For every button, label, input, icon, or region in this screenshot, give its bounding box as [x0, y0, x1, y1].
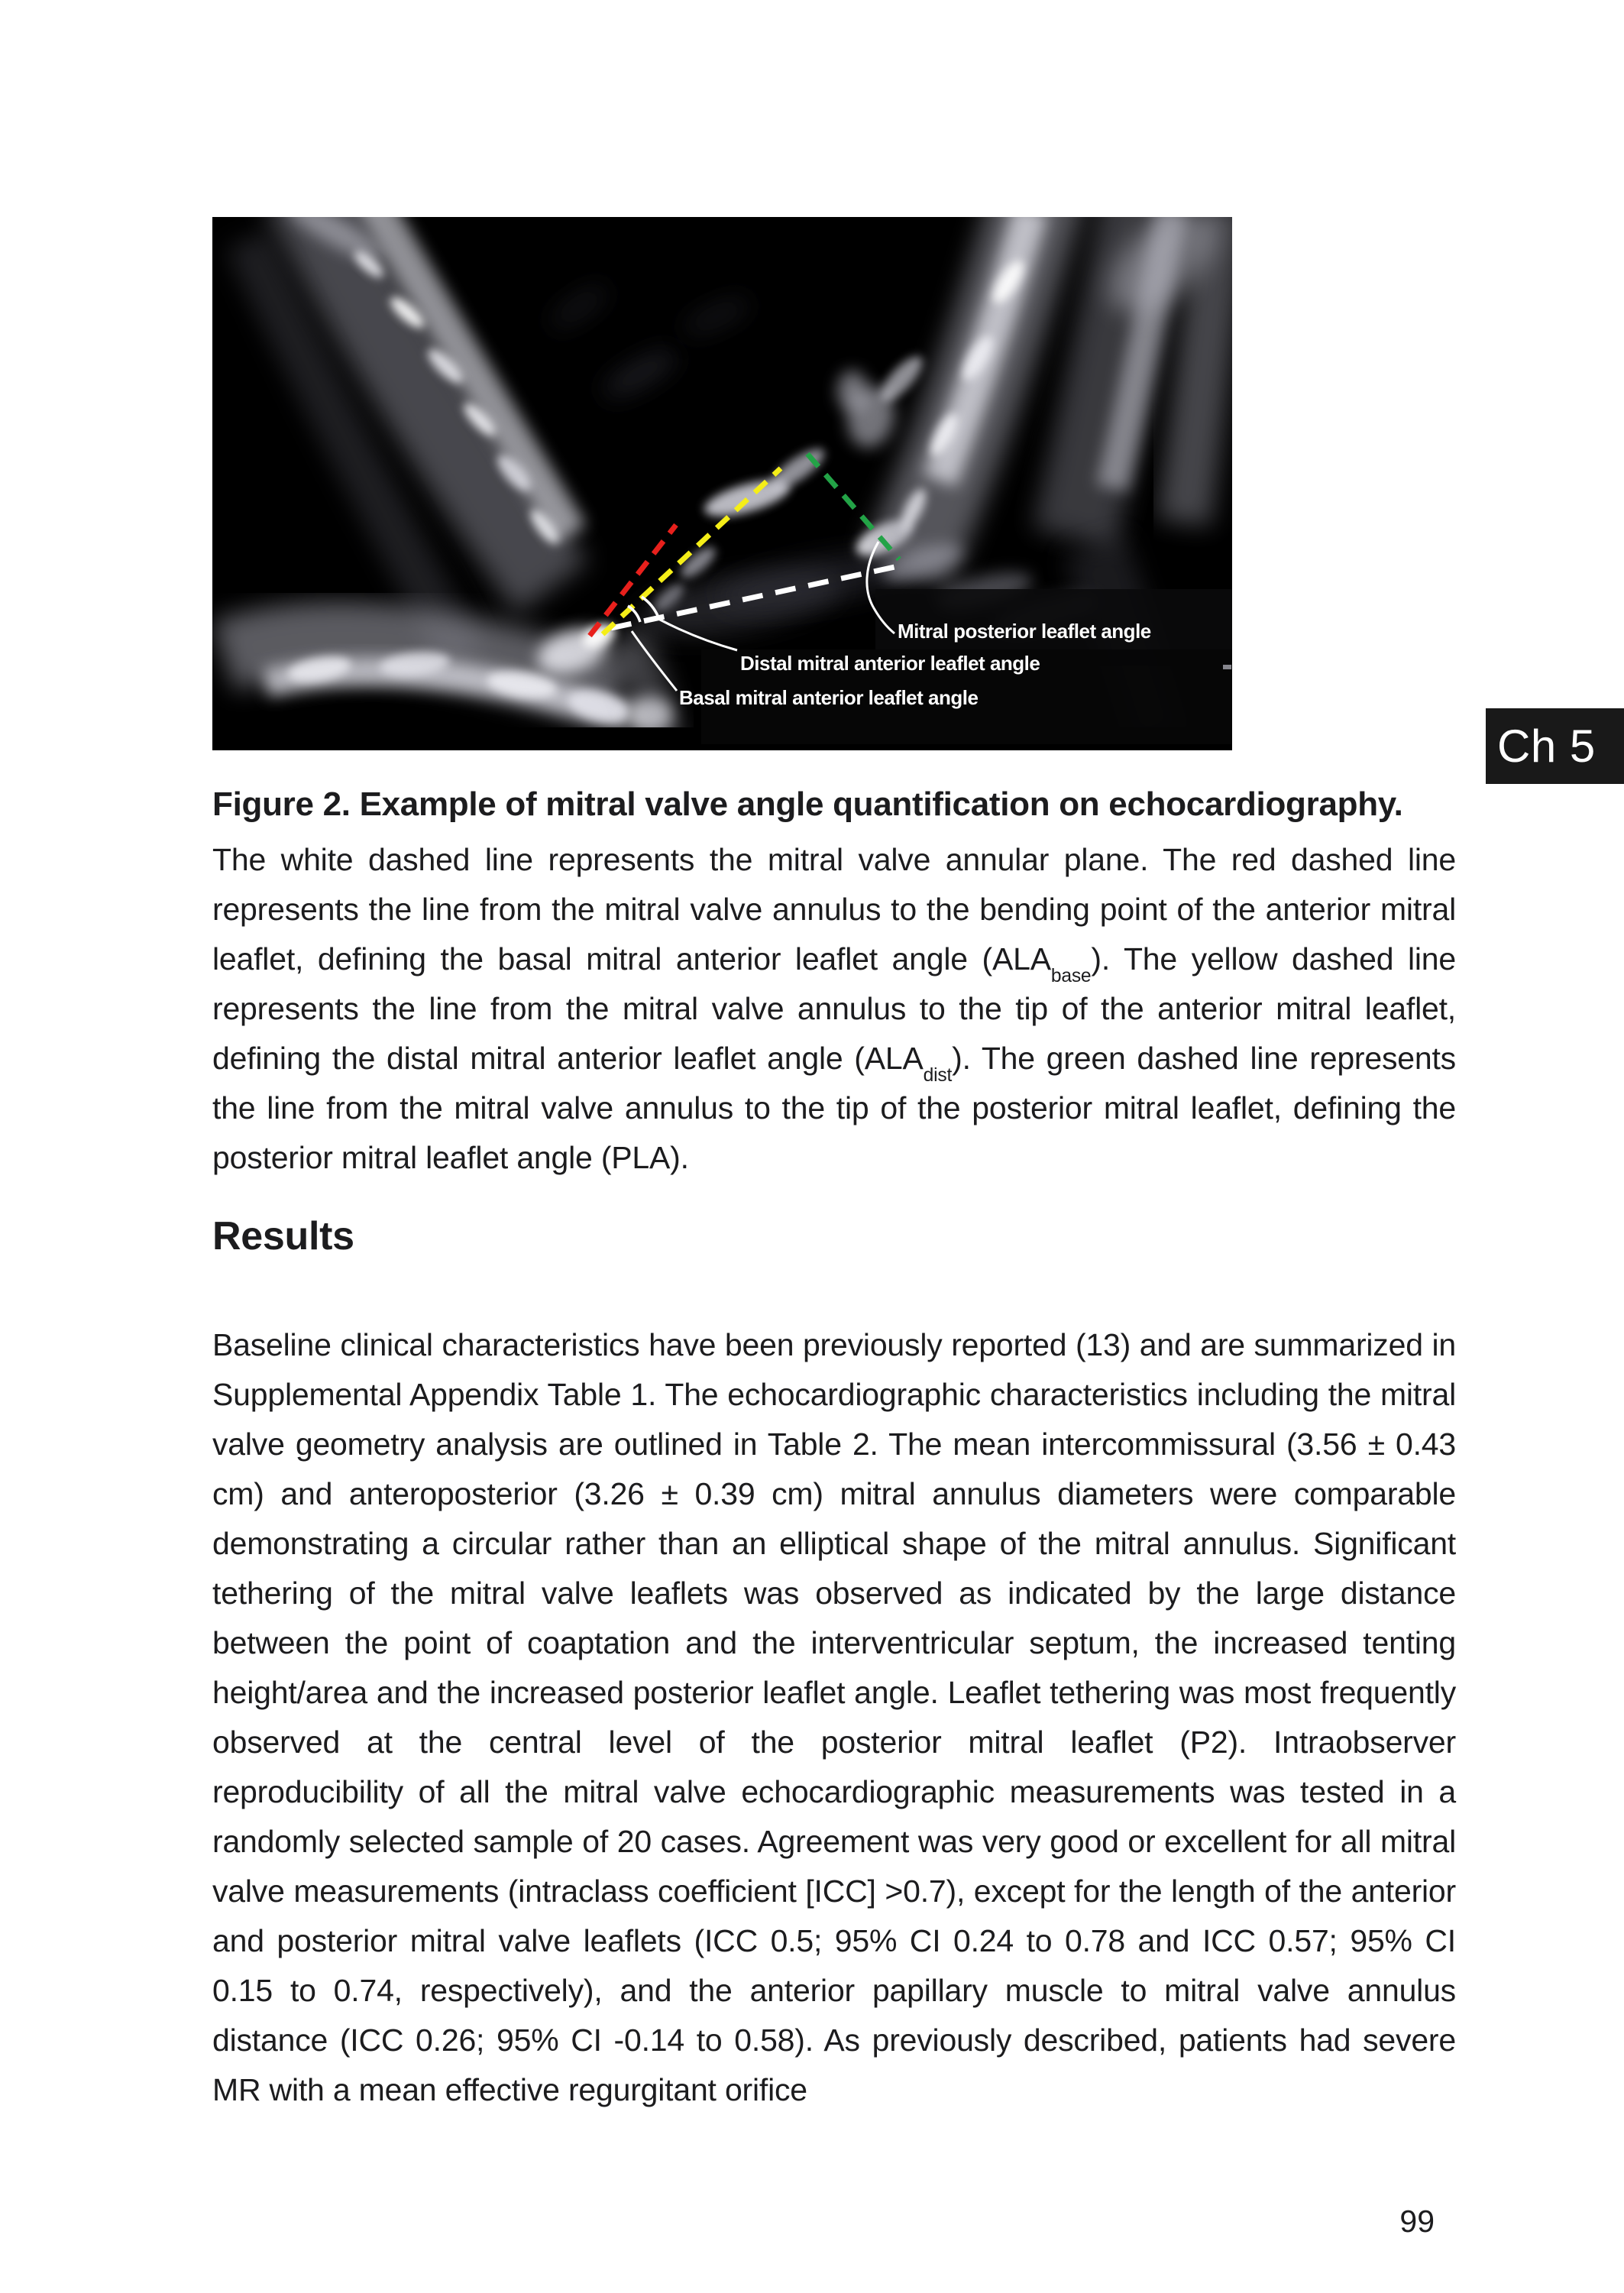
caption-subscript-base: base — [1050, 966, 1092, 987]
results-paragraph: Baseline clinical characteristics have been previously reported (13) and are summarized in Supplemental Appendix Table 1. The echocardiographic characteristics including the mitral valve geometry analysis are outlined in Table 2. The mean intercommissural (3.56 ± 0.43 cm) and anteroposterior (3.26 ± 0.39 cm) mitral annulus diameters were comparable demonstrating a circular rather than an elliptical shape of the mitral annulus. Significant tethering of the mitral valve leaflets was observed as indicated by the large distance between the point of coaptation and the interventricular septum, the increased tenting height/area and the increased posterior leaflet angle. Leaflet tethering was most frequently observed at the central level of the posterior mitral leaflet (P2). Intraobserver reproducibility of all the mitral valve echocardiographic measurements was tested in a randomly selected sample of 20 cases. Agreement was very good or excellent for all mitral valve measurements (intraclass coefficient [ICC] >0.7), except for the length of the anterior and posterior mitral valve leaflets (ICC 0.5; 95% CI 0.24 to 0.78 and ICC 0.57; 95% CI 0.15 to 0.74, respectively), and the anterior papillary muscle to mitral valve annulus distance (ICC 0.26; 95% CI -0.14 to 0.58). As previously described, patients had severe MR with a mean effective regurgitant orifice — [212, 1327, 1456, 2107]
caption-segment-2: ). The yellow dashed line represents the line from the mitral valve annulus to the tip of the anterior mitral leaflet, defining the distal mitral anterior leaflet angle (ALA — [212, 941, 1456, 1076]
distal-leaflet-angle-label: Distal mitral anterior leaflet angle — [740, 652, 1040, 675]
posterior-leaflet-angle-label: Mitral posterior leaflet angle — [898, 620, 1151, 643]
echocardiography-figure — [212, 217, 1232, 750]
figure-caption-title: Figure 2. Example of mitral valve angle quantification on echocardiography. — [212, 785, 1403, 823]
figure-caption-body — [212, 835, 1456, 1183]
page-number: 99 — [1399, 2204, 1435, 2239]
caption-segment-3: ). The green dashed line represents the line from the mitral valve annulus to the tip of the posterior mitral leaflet, defining the posterior mitral leaflet angle (PLA). — [212, 1041, 1456, 1175]
chapter-tab-label: Ch 5 — [1497, 721, 1596, 772]
basal-leaflet-angle-label: Basal mitral anterior leaflet angle — [679, 686, 979, 709]
chapter-tab — [1486, 708, 1624, 784]
echocardiogram-image — [212, 217, 1232, 750]
results-heading: Results — [212, 1214, 354, 1258]
edge-tick-mark — [1223, 665, 1231, 669]
caption-subscript-dist: dist — [923, 1065, 953, 1087]
caption-segment-1: The white dashed line represents the mitral valve annular plane. The red dashed line represents the line from the mitral valve annulus to the bending point of the anterior mitral leaflet, defining the basal mitral anterior leaflet angle (ALA — [212, 842, 1456, 976]
